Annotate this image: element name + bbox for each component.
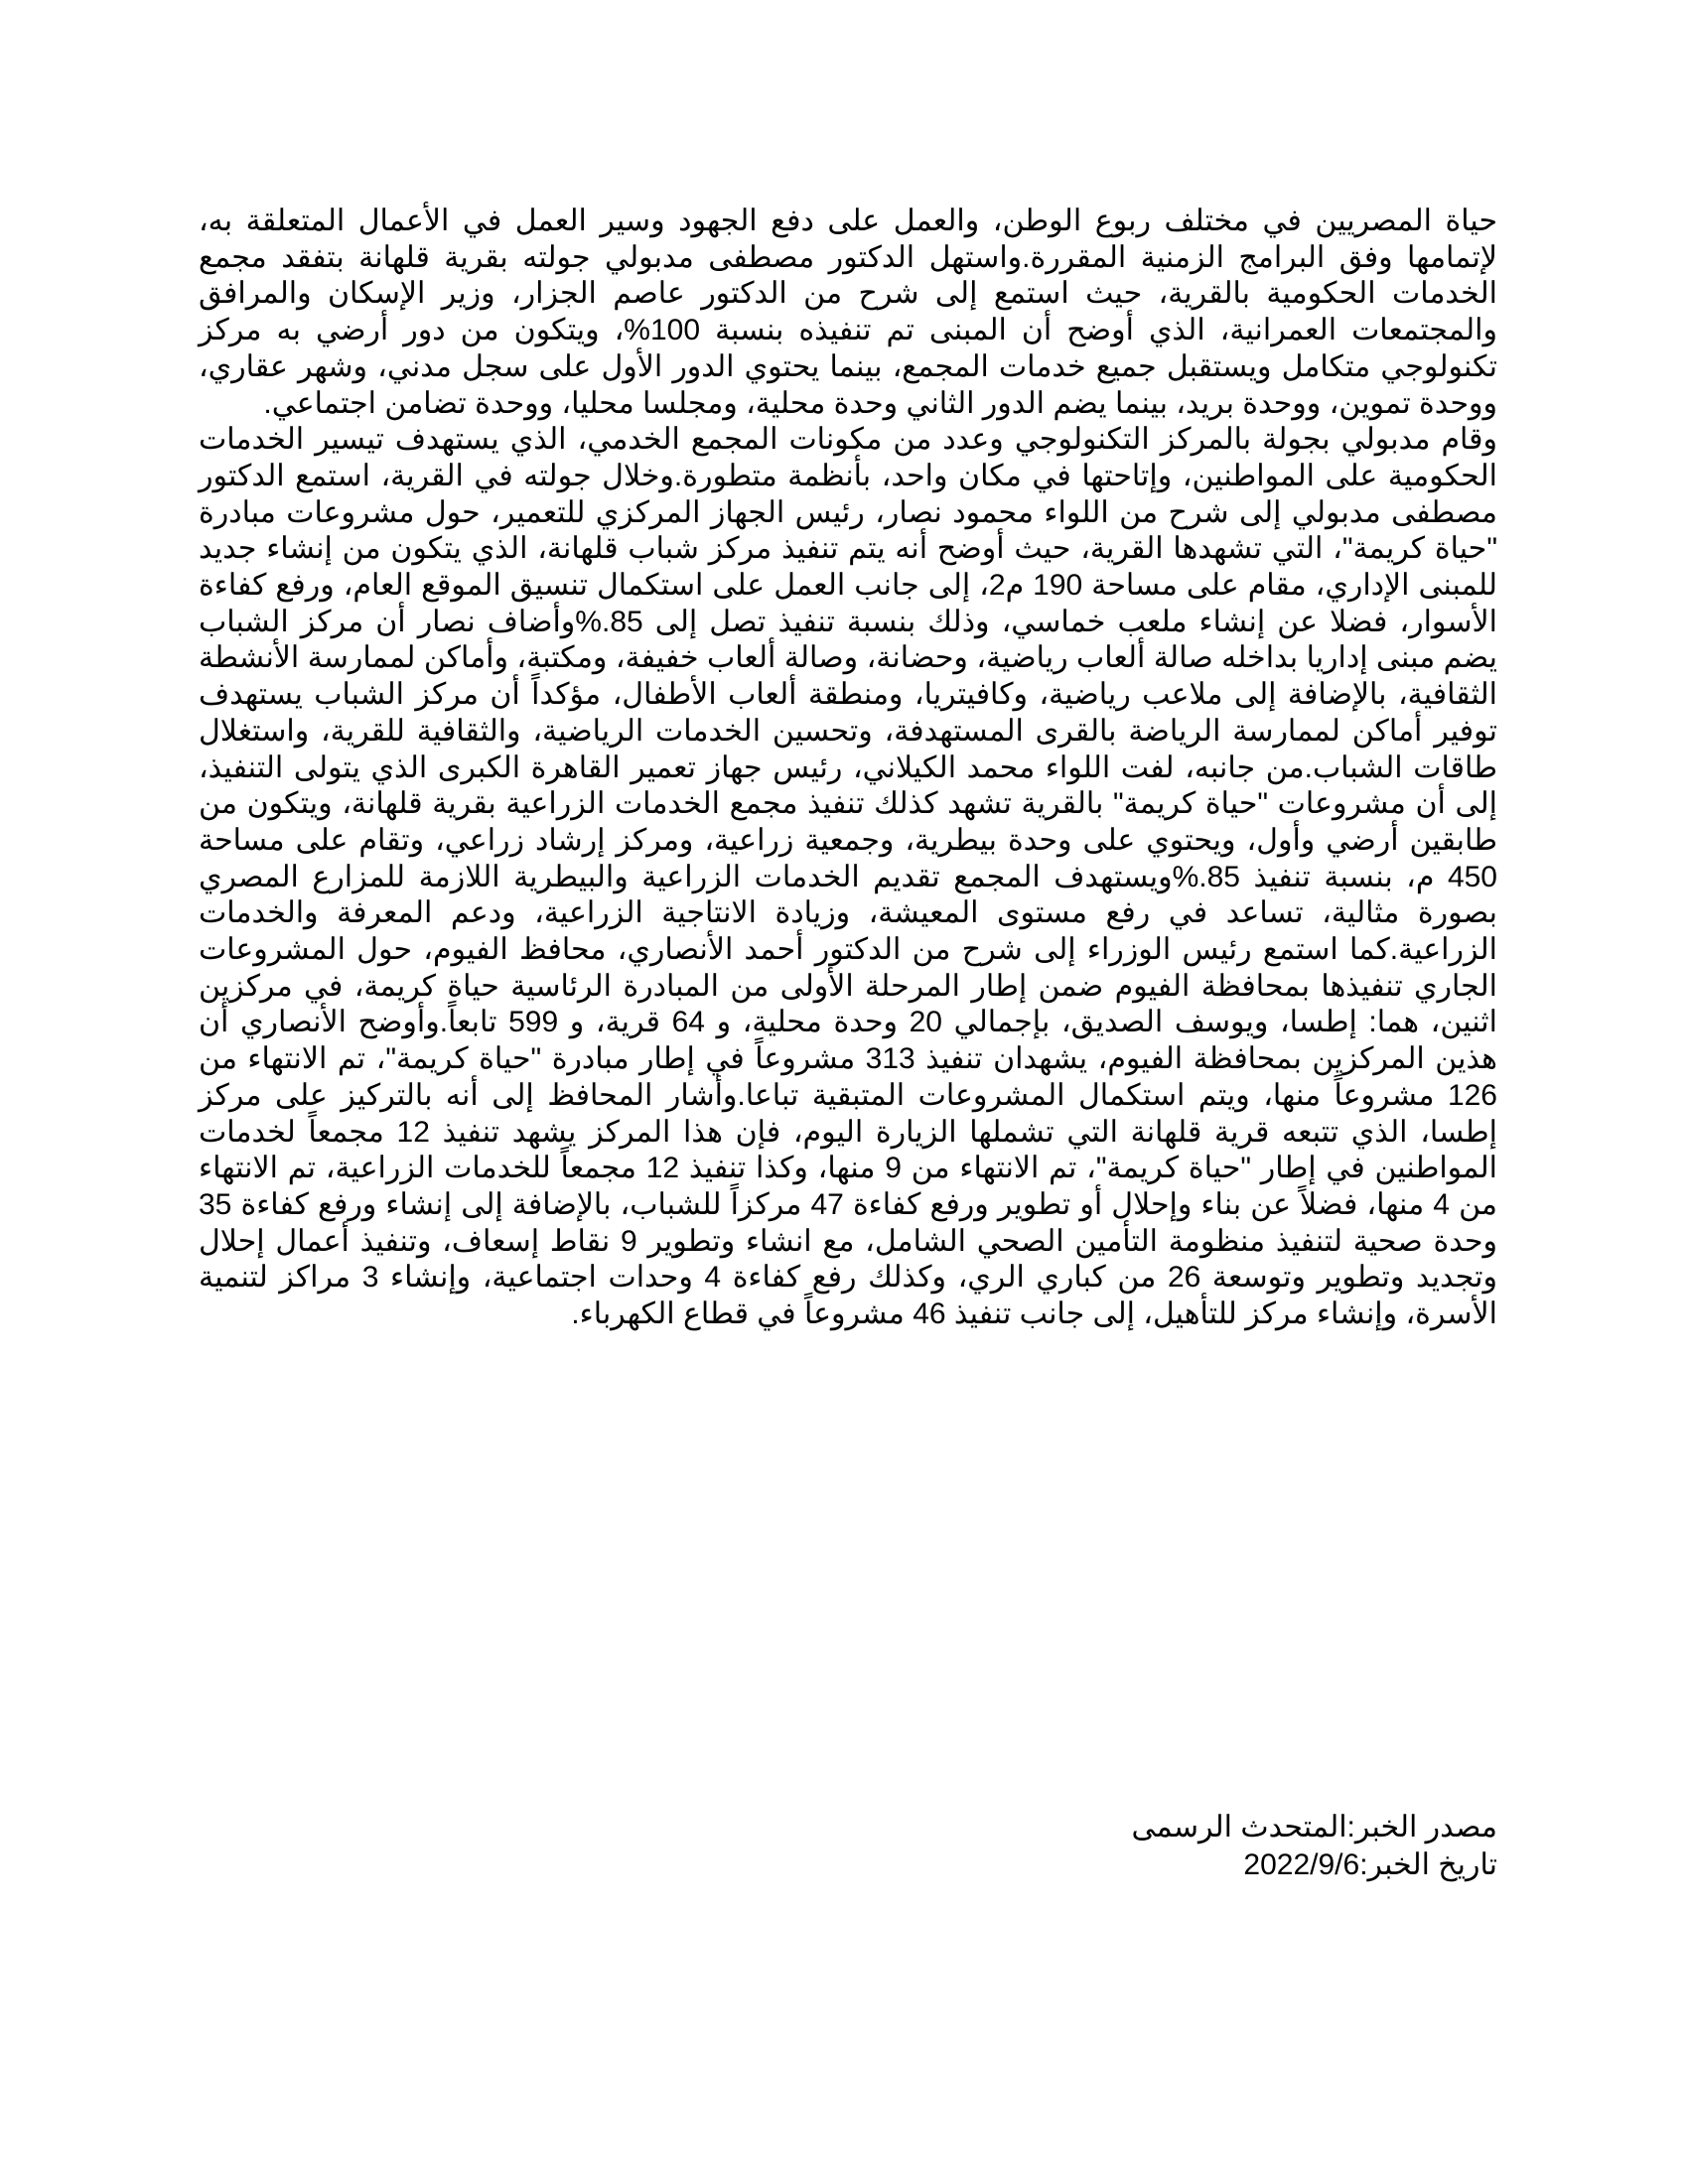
news-source-block <box>1131 1809 1497 1884</box>
article-paragraph-2: وقام مدبولي بجولة بالمركز التكنولوجي وعدد من مكونات المجمع الخدمي، الذي يستهدف تيسير الخدمات الحكومية على المواطنين، وإتاحتها في مكان واحد، بأنظمة متطورة.وخلال جولته في القرية، استمع الدكتور مصطفى مدبولي إلى شرح من اللواء محمود نصار، رئيس الجهاز المركزي للتعمير، حول مشروعات مبادرة "حياة كريمة"، التي تشهدها القرية، حيث أوضح أنه يتم تنفيذ مركز شباب قلهانة، الذي يتكون من إنشاء جديد للمبنى الإداري، مقام على مساحة 190 م2، إلى جانب العمل على استكمال تنسيق الموقع العام، ورفع كفاءة الأسوار، فضلا عن إنشاء ملعب خماسي، وذلك بنسبة تنفيذ تصل إلى 85.%وأضاف نصار أن مركز الشباب يضم مبنى إداريا بداخله صالة ألعاب رياضية، وحضانة، وصالة ألعاب خفيفة، ومكتبة، وأماكن لممارسة الأنشطة الثقافية، بالإضافة إلى ملاعب رياضية، وكافيتريا، ومنطقة ألعاب الأطفال، مؤكداً أن مركز الشباب يستهدف توفير أماكن لممارسة الرياضة بالقرى المستهدفة، وتحسين الخدمات الرياضية، والثقافية للقرية، واستغلال طاقات الشباب.من جانبه، لفت اللواء محمد الكيلاني، رئيس جهاز تعمير القاهرة الكبرى الذي يتولى التنفيذ، إلى أن مشروعات "حياة كريمة" بالقرية تشهد كذلك تنفيذ مجمع الخدمات الزراعية بقرية قلهانة، ويتكون من طابقين أرضي وأول، ويحتوي على وحدة بيطرية، وجمعية زراعية، ومركز إرشاد زراعي، وتقام على مساحة 450 م، بنسبة تنفيذ 85.%ويستهدف المجمع تقديم الخدمات الزراعية والبيطرية اللازمة للمزارع المصري بصورة مثالية، تساعد في رفع مستوى المعيشة، وزيادة الانتاجية الزراعية، ودعم المعرفة والخدمات الزراعية.كما استمع رئيس الوزراء إلى شرح من الدكتور أحمد الأنصاري، محافظ الفيوم، حول المشروعات الجاري تنفيذها بمحافظة الفيوم ضمن إطار المرحلة الأولى من المبادرة الرئاسية حياة كريمة، في مركزين اثنين، هما: إطسا، ويوسف الصديق، بإجمالي 20 وحدة محلية، و 64 قرية، و 599 تابعاً.وأوضح الأنصاري أن هذين المركزين بمحافظة الفيوم، يشهدان تنفيذ 313 مشروعاً في إطار مبادرة "حياة كريمة"، تم الانتهاء من 126 مشروعاً منها، ويتم استكمال المشروعات المتبقية تباعا.وأشار المحافظ إلى أنه بالتركيز على مركز إطسا، الذي تتبعه قرية قلهانة التي تشملها الزيارة اليوم، فإن هذا المركز يشهد تنفيذ 12 مجمعاً لخدمات المواطنين في إطار "حياة كريمة"، تم الانتهاء من 9 منها، وكذا تنفيذ 12 مجمعاً للخدمات الزراعية، تم الانتهاء من 4 منها، فضلاً عن بناء وإحلال أو تطوير ورفع كفاءة 47 مركزاً للشباب، بالإضافة إلى إنشاء ورفع كفاءة 35 وحدة صحية لتنفيذ منظومة التأمين الصحي الشامل، مع انشاء وتطوير 9 نقاط إسعاف، وتنفيذ أعمال إحلال وتجديد وتطوير وتوسعة 26 من كباري الري، وكذلك رفع كفاءة 4 وحدات اجتماعية، وإنشاء 3 مراكز لتنمية الأسرة، وإنشاء مركز للتأهيل، إلى جانب تنفيذ 46 مشروعاً في قطاع الكهرباء. <box>199 423 1498 1331</box>
article-paragraph-1: حياة المصريين في مختلف ربوع الوطن، والعمل على دفع الجهود وسير العمل في الأعمال المتعلقة به، لإتمامها وفق البرامج الزمنية المقررة.واستهل الدكتور مصطفى مدبولي جولته بقرية قلهانة بتفقد مجمع الخدمات الحكومية بالقرية، حيث استمع إلى شرح من الدكتور عاصم الجزار، وزير الإسكان والمرافق والمجتمعات العمرانية، الذي أوضح أن المبنى تم تنفيذه بنسبة 100%، ويتكون من دور أرضي به مركز تكنولوجي متكامل ويستقبل جميع خدمات المجمع، بينما يحتوي الدور الأول على سجل مدني، وشهر عقاري، ووحدة تموين، ووحدة بريد، بينما يضم الدور الثاني وحدة محلية، ومجلسا محليا، ووحدة تضامن اجتماعي. <box>199 205 1497 420</box>
news-date-line: تاريخ الخبر:2022/9/6 <box>1243 1848 1497 1881</box>
news-source-line: مصدر الخبر:المتحدث الرسمى <box>1131 1811 1497 1843</box>
article-body <box>199 204 1497 1333</box>
